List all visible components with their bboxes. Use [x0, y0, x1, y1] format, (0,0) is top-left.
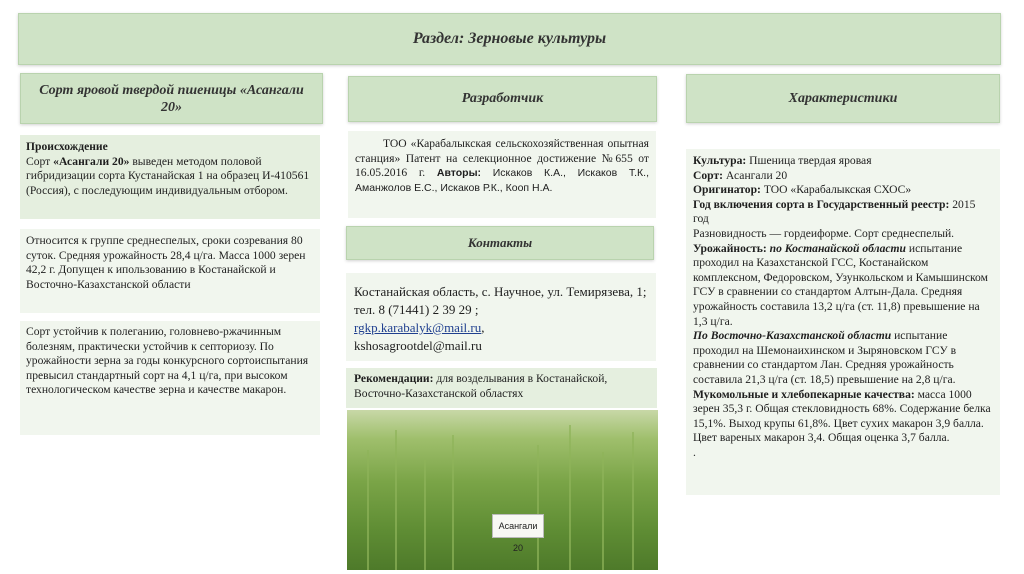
authors-text: Искаков К.А., Искаков Т.К., Аманжолов Е.С., Искаков Р.К., Кооп Н.А. — [355, 167, 649, 194]
characteristics-header — [686, 74, 1000, 123]
vko-region: По Восточно-Казахстанской области — [693, 329, 892, 343]
recommendations-label: Рекомендации: — [354, 372, 434, 385]
variety-header-text: Сорт яровой твердой пшеницы «Асангали 20» — [39, 82, 304, 115]
developer-panel — [348, 131, 656, 218]
culture-label: Культура: — [693, 154, 747, 167]
year-value: 2015 год — [693, 197, 976, 226]
variety-sign: Асангали 20 — [492, 514, 544, 538]
wheat-field-photo — [347, 410, 658, 570]
year-label: Год включения сорта в Государственный реестр: — [693, 197, 950, 211]
quality-text: масса 1000 зерен 35,3 г. Общая стекловидность 68%. Содержание белка 15,1%. Выход крупы 61,8%. Цвет сухих макарон 3,9 балла. Цвет вареных макарон 3,4. Общая оценка 3,7 балла. — [693, 387, 991, 445]
originator-value: ТОО «Карабалыкская СХОС» — [760, 183, 912, 197]
yield-label: Урожайность: — [693, 241, 767, 255]
variety-header — [20, 73, 323, 124]
section-title: Раздел: Зерновые культуры — [412, 30, 607, 47]
origin-text-post: выведен методом половой гибридизации сорта Кустанайская 1 на образец И-410561 (Россия), с последующим индивидуальным отбором. — [26, 154, 310, 197]
developer-text: ТОО «Карабалыкская сельскохозяйственная опытная станция» Патент на селекционное достижение №655 от 16.05.2016 г. — [355, 137, 649, 180]
email-separator: , — [481, 320, 485, 335]
culture-value: Пшеница твердая яровая — [746, 154, 872, 167]
group-panel — [20, 229, 320, 313]
originator-label: Оригинатор: — [693, 183, 761, 197]
recommendations-panel — [346, 368, 657, 408]
origin-text-pre: Сорт — [26, 154, 54, 168]
developer-header — [348, 76, 657, 122]
quality-label: Мукомольные и хлебопекарные качества: — [693, 387, 915, 401]
origin-panel — [20, 135, 320, 219]
vko-text: испытание проходил на Шемонаихинском и Зыряновском ГСУ в сравнении со стандартом Лан. Средняя урожайность составила 21,3 ц/га (ст. 18,5) превышение на 2,8 ц/га. — [693, 329, 957, 386]
characteristics-end: . — [693, 445, 696, 459]
origin-heading: Происхождение — [26, 140, 108, 153]
contacts-header-text: Контакты — [467, 235, 533, 250]
resistance-text: Сорт устойчив к полеганию, головнево-ржачинным болезням, практически устойчив к септориозу. По урожайности зерна за годы конкурсного сортоиспытания превысил стандартный сорт на 4,1 ц/га, при высоком технологическом качестве зерна и качестве макарон. — [26, 325, 309, 397]
sort-value: Асангали 20 — [723, 168, 788, 182]
email-2: kshosagrootdel@mail.ru — [354, 338, 482, 353]
variety-line: Разновидность — гордеиформе. Сорт среднеспелый. — [693, 226, 955, 240]
developer-header-text: Разработчик — [461, 91, 544, 106]
section-title-bar — [18, 13, 1001, 65]
recommendations-text: для возделывания в Костанайской, Восточно-Казахстанской областях — [354, 372, 608, 400]
contacts-header — [346, 226, 654, 260]
origin-variety-name: «Асангали 20» — [53, 154, 130, 168]
characteristics-header-text: Характеристики — [788, 90, 898, 106]
characteristics-panel — [686, 149, 1000, 495]
authors-label: Авторы: — [436, 167, 482, 180]
contacts-panel — [346, 273, 656, 361]
contacts-address: Костанайская область, с. Научное, ул. Темирязева, 1; тел. 8 (71441) 2 39 29 ; — [354, 284, 647, 317]
group-text: Относится к группе среднеспелых, сроки созревания 80 суток. Средняя урожайность 28,4 ц/га. Масса 1000 зерен 42,2 г. Допущен к ипользованию в Костанайской и Восточно-Казахстанской области — [26, 234, 306, 291]
kost-region: по Костанайской области — [766, 241, 906, 255]
kost-text: испытание проходил на Казахстанской ГСС, Костанайском комплексном, Федоровском, Узункольском и Камышинском ГСУ в сравнении со стандартом Алтын-Дала. Средняя урожайность составила 13,2 ц/га (ст. 11,8) превышение на 1,3 ц/га. — [693, 241, 988, 328]
resistance-panel — [20, 321, 320, 435]
email-link-1[interactable]: rgkp.karabalyk@mail.ru — [354, 320, 482, 335]
sort-label: Сорт: — [693, 168, 724, 182]
